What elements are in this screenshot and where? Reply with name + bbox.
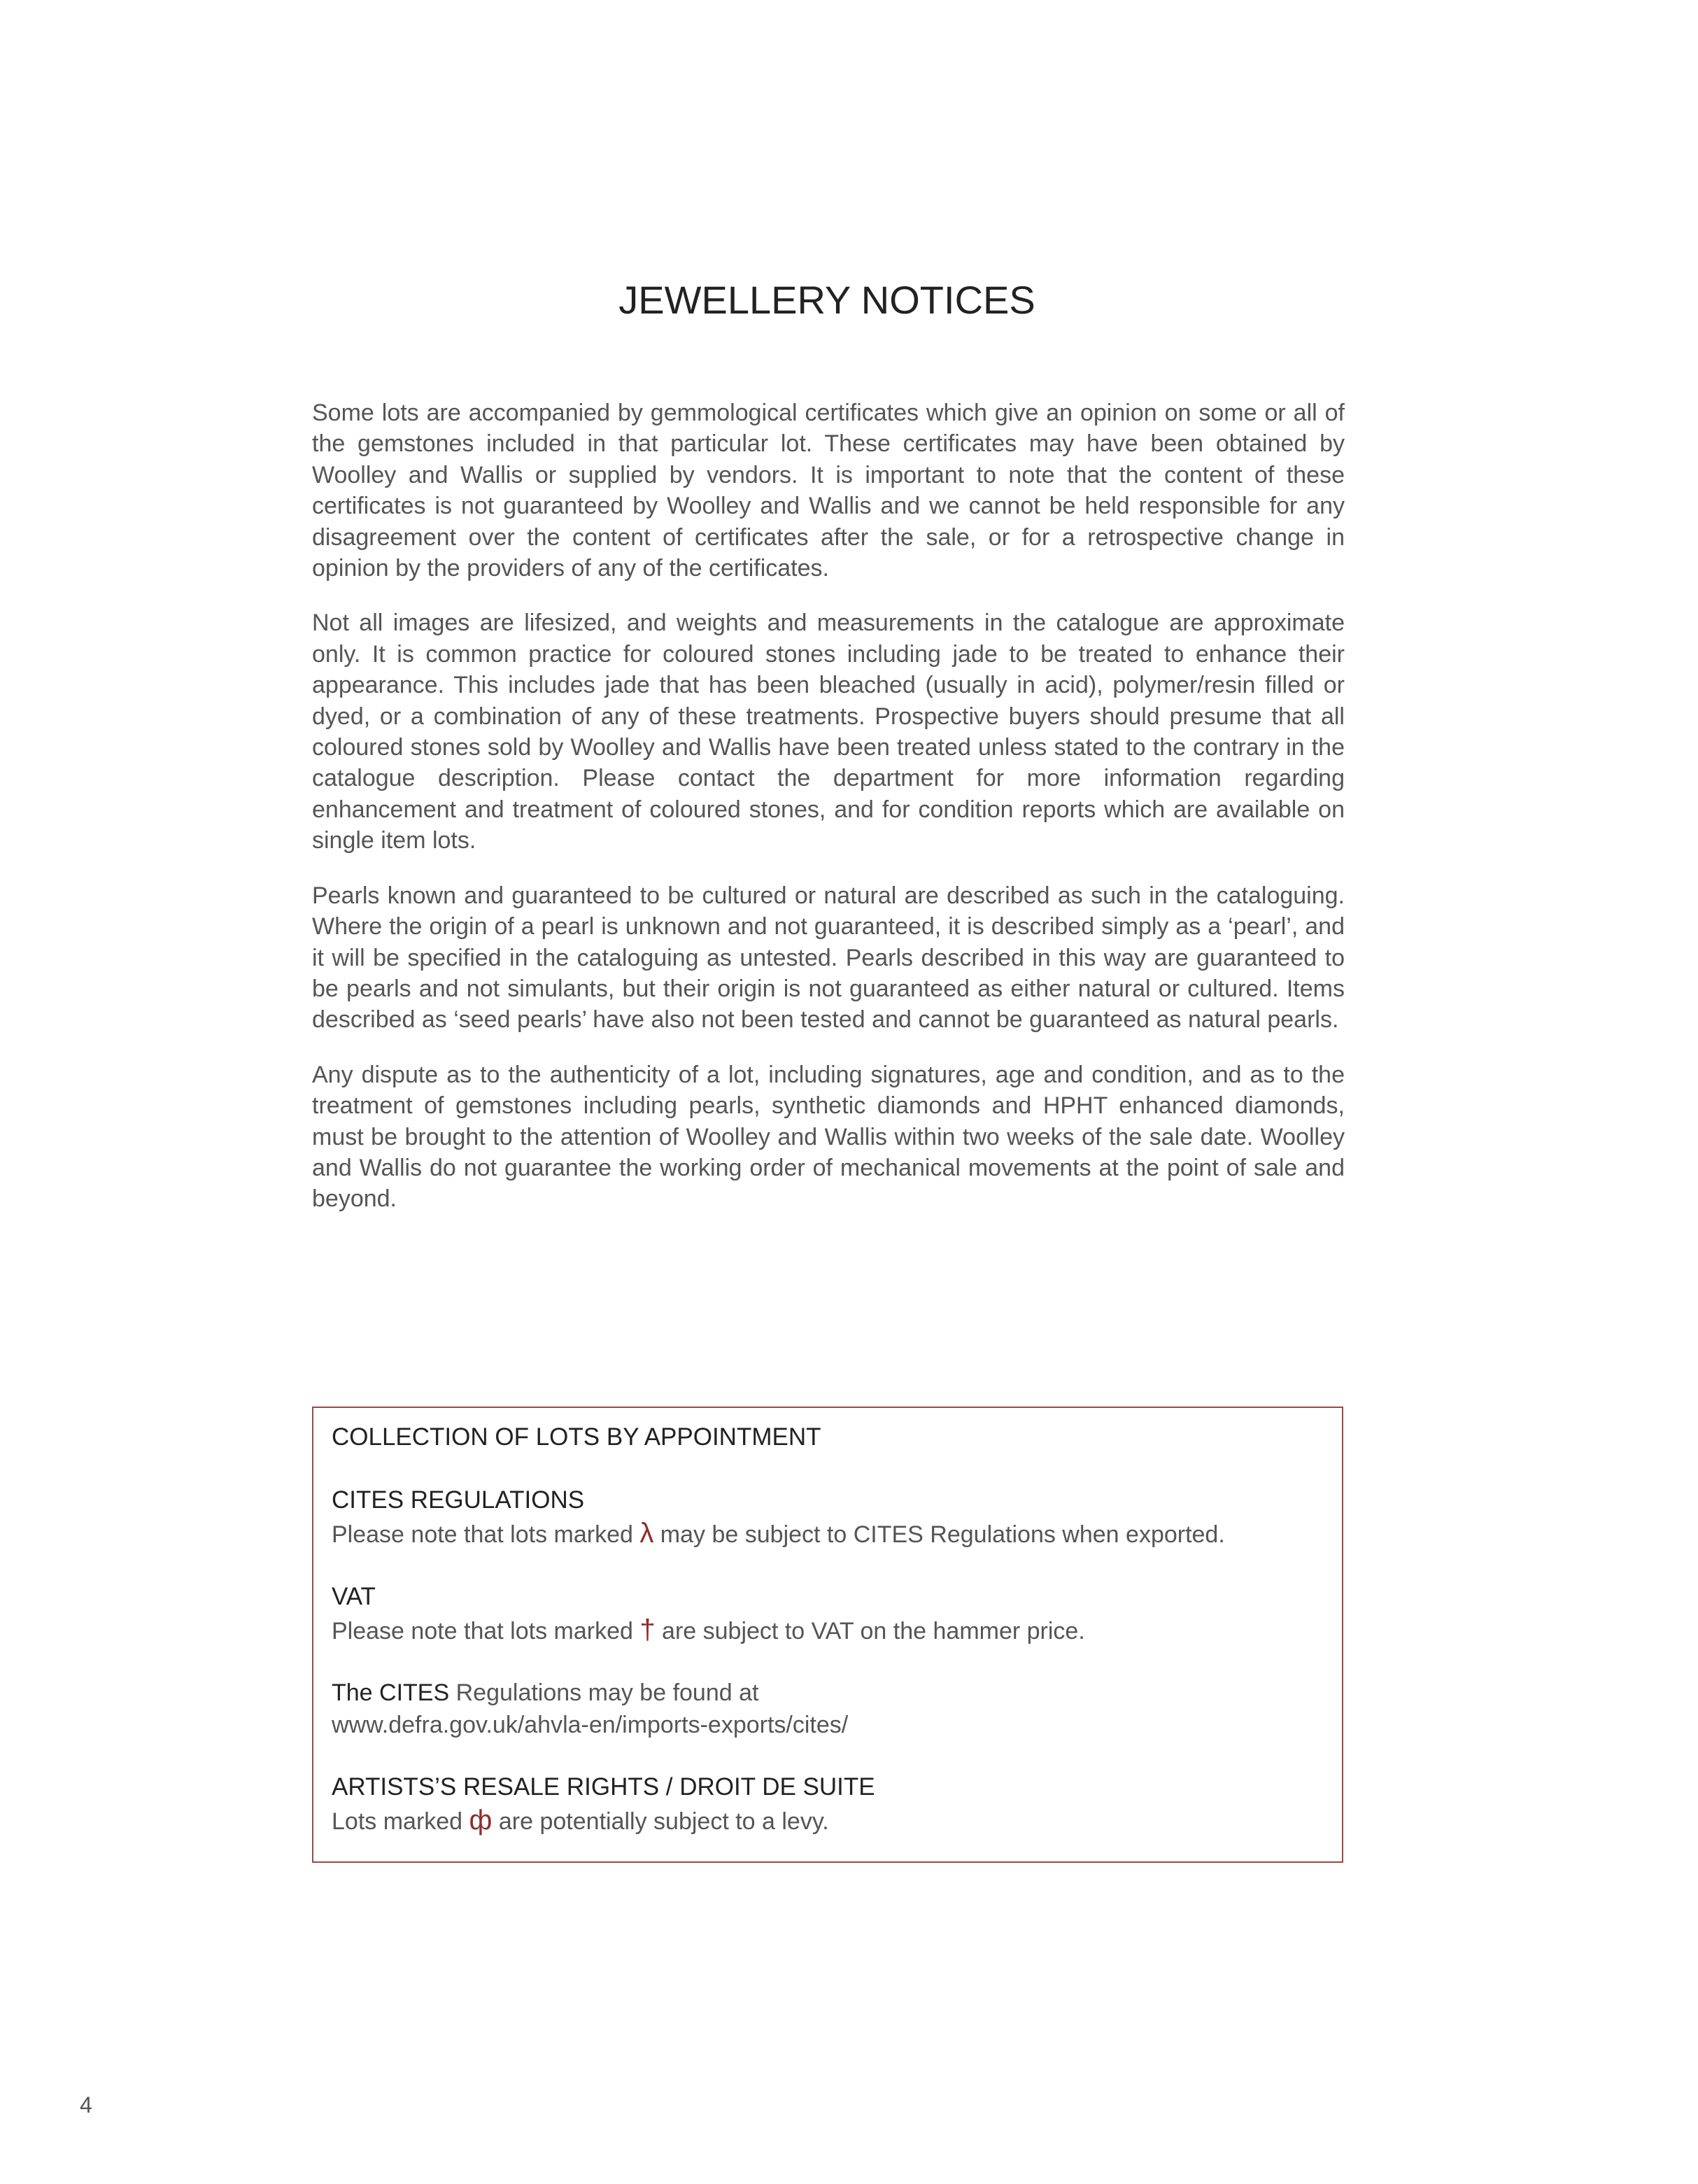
resale-text <box>332 1804 1324 1838</box>
collection-heading: COLLECTION OF LOTS BY APPOINTMENT <box>332 1423 821 1451</box>
phi-symbol-icon: ф <box>469 1805 493 1836</box>
cites-link-url[interactable]: www.defra.gov.uk/ahvla-en/imports-exports/cites/ <box>332 1712 849 1738</box>
resale-heading: ARTISTS’S RESALE RIGHTS / DROIT DE SUITE <box>332 1773 875 1801</box>
vat-heading: VAT <box>332 1583 376 1610</box>
cites-text-before: Please note that lots marked <box>332 1521 640 1548</box>
cites-section <box>332 1484 1324 1551</box>
vat-text-after: are subject to VAT on the hammer price. <box>655 1618 1085 1644</box>
cites-link-lead: The CITES <box>332 1679 450 1706</box>
vat-text-before: Please note that lots marked <box>332 1618 640 1644</box>
vat-section <box>332 1580 1324 1647</box>
cites-link-text: Regulations may be found at <box>449 1679 759 1706</box>
page-number: 4 <box>80 2092 92 2118</box>
regulations-info-box <box>312 1407 1343 1863</box>
page-title: JEWELLERY NOTICES <box>618 278 1035 322</box>
notices-body <box>312 397 1345 1239</box>
notice-paragraph-certificates: Some lots are accompanied by gemmological certificates which give an opinion on some or all of the gemstones included in that particular lot. These certificates may have been obtained by Woolley and Wallis or supplied by vendors. It is important to note that the content of these certificates is not guaranteed by Woolley and Wallis and we cannot be held responsible for any disagreement over the content of certificates after the sale, or for a retrospective change in opinion by the providers of any of the certificates. <box>312 400 1345 582</box>
lambda-symbol-icon: λ <box>639 1518 654 1549</box>
resale-text-before: Lots marked <box>332 1808 469 1835</box>
cites-heading: CITES REGULATIONS <box>332 1486 585 1514</box>
notice-paragraph-disputes: Any dispute as to the authenticity of a lot, including signatures, age and condition, and as to the treatment of gemstones including pearls, synthetic diamonds and HPHT enhanced diamonds, must be brought to the attention of Woolley and Wallis within two weeks of the sale date. Woolley and Wallis do not guarantee the working order of mechanical movements at the point of sale and beyond. <box>312 1061 1345 1213</box>
notice-paragraph-pearls: Pearls known and guaranteed to be cultured or natural are described as such in the cataloguing. Where the origin of a pearl is unknown and not guaranteed, it is described simply as a ‘pearl’, and it will be specified in the cataloguing as untested. Pearls described in this way are guaranteed to be pearls and not simulants, but their origin is not guaranteed as either natural or cultured. Items described as ‘seed pearls’ have also not been tested and cannot be guaranteed as natural pearls. <box>312 882 1345 1034</box>
cites-text-after: may be subject to CITES Regulations when exported. <box>653 1521 1225 1548</box>
cites-link-section <box>332 1677 1324 1741</box>
cites-link-intro <box>332 1677 1324 1709</box>
resale-section <box>332 1770 1324 1838</box>
cites-text <box>332 1517 1324 1551</box>
resale-text-after: are potentially subject to a levy. <box>492 1808 829 1835</box>
collection-section <box>332 1421 1324 1454</box>
notice-paragraph-images-treatments: Not all images are lifesized, and weights and measurements in the catalogue are approximate only. It is common practice for coloured stones including jade to be treated to enhance their appearance. This includes jade that has been bleached (usually in acid), polymer/resin filled or dyed, or a combination of any of these treatments. Prospective buyers should presume that all coloured stones sold by Woolley and Wallis have been treated unless stated to the contrary in the catalogue description. Please contact the department for more information regarding enhancement and treatment of coloured stones, and for condition reports which are available on single item lots. <box>312 610 1345 854</box>
vat-text <box>332 1614 1324 1647</box>
dagger-symbol-icon: † <box>639 1614 656 1645</box>
